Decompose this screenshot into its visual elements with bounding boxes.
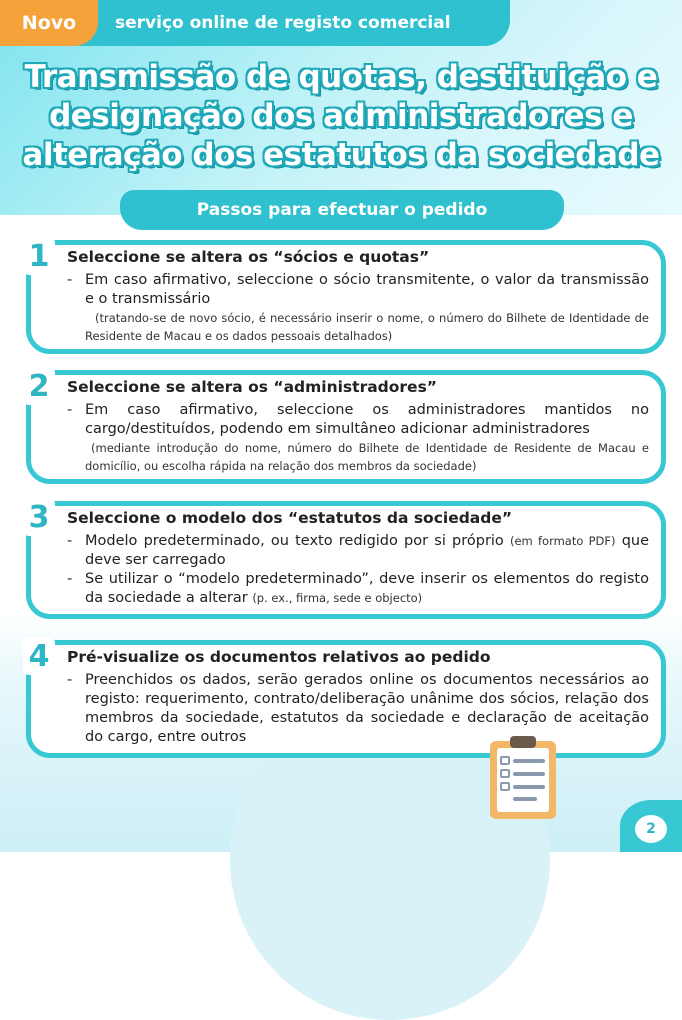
title-line-2: designação dos administradores e <box>49 98 633 134</box>
step-3-card <box>26 501 666 619</box>
step-2-note: (mediante introdução do nome, número do Bilhete de Identidade de Residente de Macau e domicílio, ou escolha rápida na relação dos membros da sociedade) <box>85 441 649 473</box>
step-1-number: 1 <box>23 237 55 275</box>
bullet-dash: - <box>67 533 73 549</box>
step-2-item-text: Em caso afirmativo, seleccione os administradores mantidos no cargo/destituídos, podendo em simultâneo adicionar administradores <box>85 402 649 437</box>
bullet-dash: - <box>67 571 73 587</box>
step-3-number: 3 <box>23 498 55 536</box>
steps-banner: Passos para efectuar o pedido <box>120 190 564 230</box>
title-line-3: alteração dos estatutos da sociedade <box>22 137 660 173</box>
step-3-item-1-tail: que deve ser carregado <box>85 533 650 568</box>
step-3-item-2-note: (p. ex., firma, sede e objecto) <box>252 591 423 605</box>
header-text: serviço online de registo comercial <box>115 13 451 33</box>
step-3-item-2-text: Se utilizar o “modelo predeterminado”, deve inserir os elementos do registo da sociedade a alterar <box>85 571 649 606</box>
step-3-item-2 <box>67 570 649 608</box>
title-line-1: Transmissão de quotas, destituição e <box>24 59 658 95</box>
step-3-item-1 <box>67 532 649 570</box>
step-2-card <box>26 370 666 484</box>
bullet-dash: - <box>67 402 73 418</box>
step-4-title: Pré-visualize os documentos relativos ao pedido <box>67 648 491 666</box>
page-title <box>20 58 662 175</box>
bullet-dash: - <box>67 272 73 288</box>
step-4-item-text: Preenchidos os dados, serão gerados online os documentos necessários ao registo: requerimento, contrato/deliberação unânime dos sócios, relação dos membros da sociedade, estatutos da sociedade e declaração de aceitação do cargo, entre outros <box>85 672 649 745</box>
clipboard-icon <box>488 735 558 821</box>
step-1-item <box>67 271 649 309</box>
step-3-title: Seleccione o modelo dos “estatutos da sociedade” <box>67 509 513 527</box>
page-number: 2 <box>635 815 667 843</box>
step-1-card <box>26 240 666 354</box>
step-2-title: Seleccione se altera os “administradores” <box>67 378 437 396</box>
step-1-item-text: Em caso afirmativo, seleccione o sócio transmitente, o valor da transmissão e o transmissário <box>85 272 649 307</box>
step-1-body <box>67 271 649 345</box>
step-2-item <box>67 401 649 439</box>
step-4-item <box>67 671 649 747</box>
step-4-number: 4 <box>23 637 55 675</box>
step-1-note: (tratando-se de novo sócio, é necessário inserir o nome, o número do Bilhete de Identidade de Residente de Macau e os dados pessoais detalhados) <box>85 311 649 343</box>
step-3-item-1-text: Modelo predeterminado, ou texto redigido por si próprio <box>85 533 504 549</box>
step-3-body <box>67 532 649 608</box>
step-2-number: 2 <box>23 367 55 405</box>
bullet-dash: - <box>67 672 73 688</box>
step-4-body <box>67 671 649 747</box>
step-1-title: Seleccione se altera os “sócios e quotas” <box>67 248 430 266</box>
step-3-item-1-note: (em formato PDF) <box>510 534 616 548</box>
step-2-body <box>67 401 649 475</box>
step-4-card <box>26 640 666 758</box>
novo-tag: Novo <box>0 0 98 46</box>
